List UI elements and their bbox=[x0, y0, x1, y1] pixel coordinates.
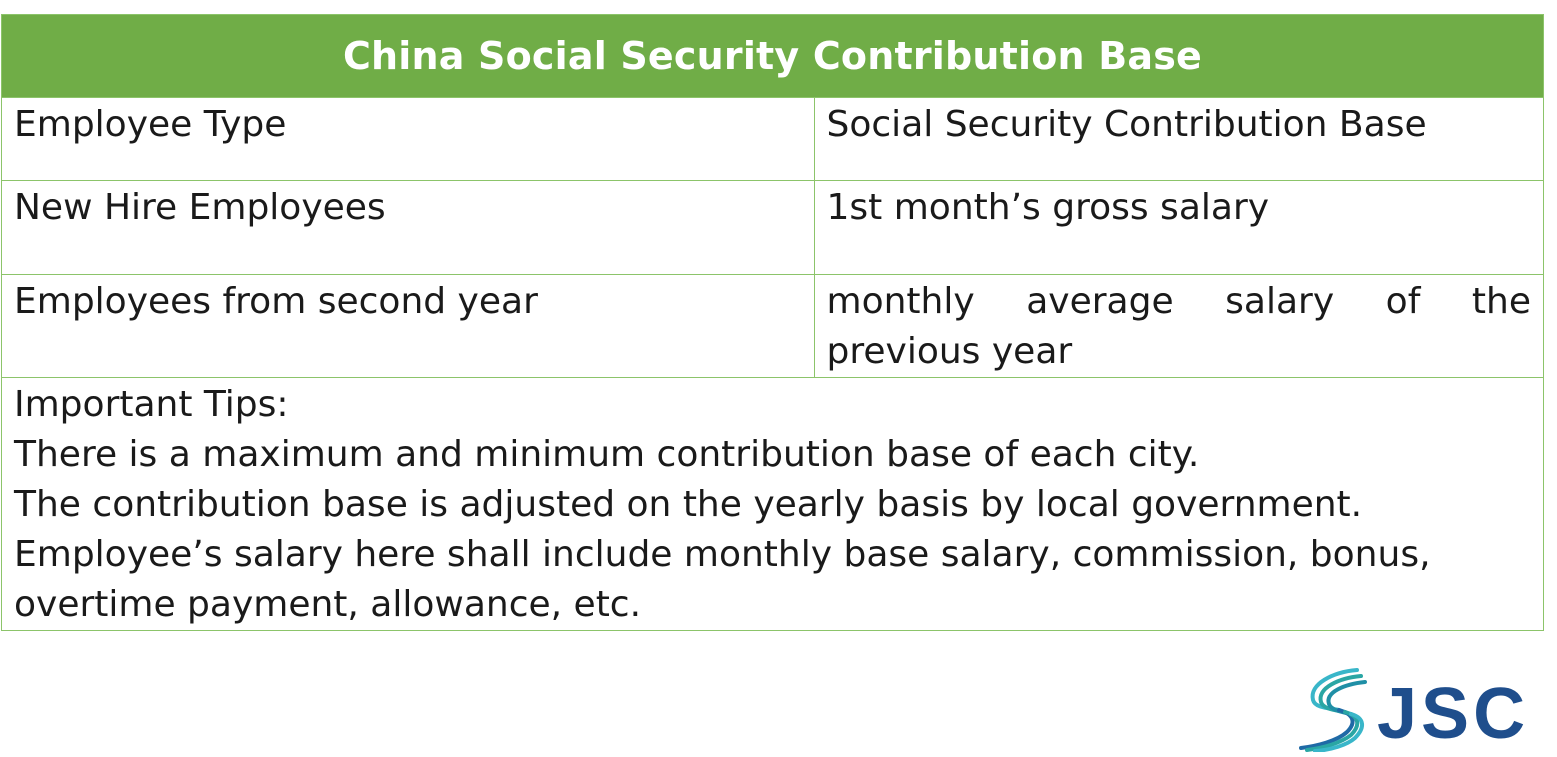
contribution-base-table bbox=[1, 14, 1544, 631]
contribution-base-text: 1st month’s gross salary bbox=[826, 187, 1270, 228]
cell-employee-type bbox=[2, 275, 815, 378]
table-header-row bbox=[2, 98, 1544, 181]
contribution-base-table-container bbox=[1, 14, 1544, 631]
employee-type-text: New Hire Employees bbox=[14, 187, 386, 228]
cell-employee-type bbox=[2, 181, 815, 275]
table-row bbox=[2, 275, 1544, 378]
logo-text: JSC bbox=[1377, 674, 1530, 752]
tips-cell bbox=[2, 378, 1544, 631]
tip-line: Employee’s salary here shall include monthly base salary, commission, bonus, overtime payment, allowance, etc. bbox=[14, 534, 1431, 625]
table-title-row bbox=[2, 15, 1544, 98]
jsc-logo bbox=[1295, 662, 1545, 752]
table-title: China Social Security Contribution Base bbox=[2, 15, 1544, 98]
tip-line: There is a maximum and minimum contribution base of each city. bbox=[14, 434, 1200, 475]
table-row bbox=[2, 181, 1544, 275]
header-cell-employee-type bbox=[2, 98, 815, 181]
employee-type-text: Employees from second year bbox=[14, 281, 538, 322]
tip-line: The contribution base is adjusted on the yearly basis by local government. bbox=[14, 484, 1363, 525]
cell-contribution-base bbox=[814, 181, 1543, 275]
jsc-logo-graphic bbox=[1295, 662, 1545, 752]
header-contribution-base-label: Social Security Contribution Base bbox=[826, 104, 1427, 145]
cell-contribution-base bbox=[814, 275, 1543, 378]
tips-heading: Important Tips: bbox=[14, 384, 289, 425]
contribution-base-text: monthly average salary of the previous year bbox=[826, 281, 1531, 372]
tips-row bbox=[2, 378, 1544, 631]
swoosh-mark-icon bbox=[1301, 670, 1365, 751]
header-cell-contribution-base bbox=[814, 98, 1543, 181]
header-employee-type-label: Employee Type bbox=[14, 104, 287, 145]
tips-block bbox=[2, 378, 1543, 630]
